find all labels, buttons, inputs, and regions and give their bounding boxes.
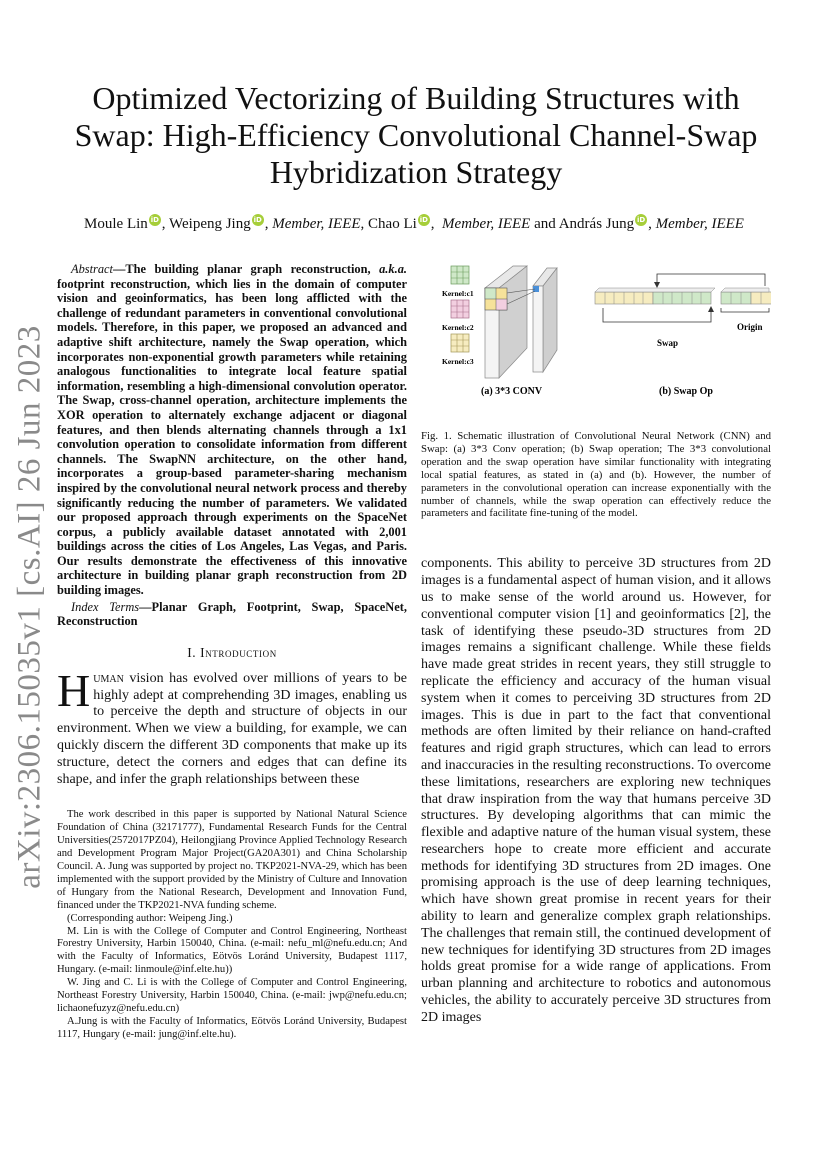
swap-arrow [657,274,765,286]
footnotes [57,809,407,1041]
kernel-grid-c3 [451,334,469,352]
right-column [421,260,771,1027]
title-line: Swap: High-Efficiency Convolutional Channel-Swap [74,117,758,153]
origin-feature-strip [721,288,771,304]
kernel-grid-c2 [451,300,469,318]
figure-1 [421,260,771,420]
swapped-feature-strip [595,288,715,304]
panel-label: (a) 3*3 CONV [481,386,543,397]
kernel-label: Kernel:c2 [442,323,474,332]
index-terms-label: Index Terms [71,599,140,614]
kernel-label: Kernel:c3 [442,357,474,366]
orcid-icon[interactable]: iD [253,216,262,224]
origin-label: Origin [737,322,763,332]
footnote-divider [57,794,407,800]
panel-label: (b) Swap Op [659,386,713,397]
footnote: A.Jung is with the Faculty of Informatics, Eötvös Loránd University, Budapest 1117, Hungary (e-mail: jung@inf.elte.hu). [57,1015,407,1040]
body-paragraph: components. This ability to perceive 3D structures from 2D images is a fundamental aspect of human vision, and it allows us to make sense of the world around us. However, for conventional computer vision [1] and geoinformatics [2], the task of identifying these pseudo-3D structures from 2D images remains a significant challenge. While these fields have made great strides in recent years, they still struggle to replicate the efficiency and accuracy of the human visual system when it comes to perceiving 3D structures from 2D images. This is due in part to the fact that conventional methods are often limited by their reliance on hand-crafted features and rigid graph structures, which can lead to errors and inaccuracies in the resulting reconstructions. To overcome these limitations, researchers are exploring new techniques that draw inspiration from the way that humans perceive 3D structures. By developing algorithms that can mimic the flexible and adaptive nature of the human visual system, these researchers hope to create more efficient and accurate methods for identifying 3D structures from 2D images. One promising approach is the use of deep learning techniques, which have shown great promise in recent years for their ability to learn and generalize complex graph relationships. The challenges that remain still, the continued development of new techniques for identifying 3D structures from 2D images holds great promise for a wide range of applications. From urban planning and architecture to robotics and autonomous vehicles, the ability to accurately perceive 3D structures from 2D images [421,556,771,1025]
footnote: M. Lin is with the College of Computer and Control Engineering, Northeast Forestry University, Harbin 150040, China. (e-mail: nefu_ml@nefu.edu.cn; And with the Faculty of Informatics, Eötvös Loránd University, Budapest 1117, Hungary. (e-mail: linmoule@inf.elte.hu)) [57,925,407,976]
abstract-dash: — [113,262,126,276]
index-terms-text: Planar Graph, Footprint, Swap, SpaceNet, Reconstruction [57,599,407,629]
abstract-text: The building planar graph reconstruction, [125,262,380,276]
kernel-label: Kernel:c1 [442,289,474,298]
author-name: Moule Lin [84,216,148,232]
footnote: W. Jing and C. Li is with the College of Computer and Control Engineering, Northeast Forestry University, Harbin 150040, China. (e-mail: jwp@nefu.edu.cn; lichaonefuzyz@nefu.edu.cn) [57,977,407,1015]
abstract-text: footprint reconstruction, which lies in the domain of computer vision and geoinformatics, has been long afflicted with the challenge of redundant parameters in conventional convolutional models. Therefore, in this paper, we proposed an advanced and adaptive shift architecture, namely the Swap operation, which incorporates non-exponential growth parameters while retaining analogous functionalities to integrate local feature spatial information, resembling a high-dimensional convolution operator. The Swap, cross-channel operation, architecture implements the XOR operation to alternately exchange adjacent or diagonal features, and then blends alternating channels through a 1x1 convolution operation to consolidate information from different channels. The SwapNN architecture, on the other hand, incorporates a group-based parameter-sharing mechanism inspired by the convolutional neural network process and thereby significantly reducing the number of parameters. We validated our proposed approach through experiments on the SpaceNet corpus, a publicly available dataset annotated with 2,001 buildings across the cities of Los Angeles, Las Vegas, and Paris. Our results demonstrate the effectiveness of this innovative architecture in building planar graph reconstruction from 2D building images. [57,276,407,598]
arrow-head-icon [708,306,714,312]
section-heading-text: I. Introduction [187,644,277,660]
author-affiliation-title: Member, IEEE [655,216,744,232]
title-line: Optimized Vectorizing of Building Structures with [92,80,740,116]
orcid-icon[interactable]: iD [419,216,428,224]
author-list: Moule Lin iD , Weipeng Jing iD , Member, IEEE, Chao Li iD , Member, IEEE and András Jung iD , Member, IEEE [84,216,744,232]
orcid-icon[interactable]: iD [150,216,159,224]
swap-label: Swap [657,338,679,348]
author-affiliation-title: Member, IEEE [272,216,361,232]
title-line: Hybridization Strategy [269,154,563,190]
origin-bracket [721,308,769,312]
figure-caption: Fig. 1. Schematic illustration of Convolutional Neural Network (CNN) and Swap: (a) 3*3 Conv operation; (b) Swap operation; The 3*3 convolutional operation and the swap operation have similar functionality with integrating local spatial features, as stated in (a) and (b). However, the number of parameters in the convolutional operation can increase exponentially with the number of channels, while the swap operation can effectively reduce the parameters and facilitate fine-tuning of the model. [421,430,771,520]
author-name: Chao Li [368,216,417,232]
author-name: András Jung [558,216,635,232]
output-feature-volume [533,268,557,372]
author-affiliation-title: Member, IEEE [442,216,531,232]
paper-title [60,80,772,191]
introduction-paragraph [57,664,407,789]
swap-arrow [603,308,711,322]
introduction-text: vision has evolved over millions of years to be highly adept at comprehending 3D images, enabling us to perceive the depth and structure of objects in our environment. When we view a building, for example, we can quickly discern the different 3D components that make up its structure, detect the corners and edges that can define its shape, and infer the graph relationships between these [57,670,407,787]
author-name: Weipeng Jing [169,216,251,232]
arxiv-identifier-stamp [6,325,54,889]
orcid-icon[interactable]: iD [637,216,646,224]
footnote: The work described in this paper is supported by National Natural Science Foundation of China (32171777), Fundamental Research Funds for the Central Universities(2572017PZ04), Heilongjiang Province Applied Technology Research and Development Program Major Project(GA20A301) and China Scholarship Council. A. Jung was supported by project no. TKP2021-NVA-29, which has been implemented with the support provided by the Ministry of Culture and Innovation of Hungary from the National Research, Development and Innovation Fund, financed under the TKP2021-NVA funding scheme. [57,809,407,911]
index-terms [57,600,407,629]
section-heading [57,645,407,661]
kernel-grid-c1 [451,266,469,284]
index-terms-dash: — [139,599,152,614]
abstract-label: Abstract [71,262,113,276]
arxiv-identifier-text: arXiv:2306.15035v1 [cs.AI] 26 Jun 2023 [11,325,48,889]
smallcaps-word: uman [93,670,124,686]
footnote: (Corresponding author: Weipeng Jing.) [67,912,233,924]
abstract [57,262,407,598]
input-feature-volume [485,266,527,378]
figure-diagram [421,260,771,420]
dropcap-letter: H [57,664,91,716]
abstract-aka: a.k.a. [379,262,407,276]
left-column [57,262,407,1042]
author-conjunction: and [534,216,556,232]
arrow-head-icon [654,282,660,288]
